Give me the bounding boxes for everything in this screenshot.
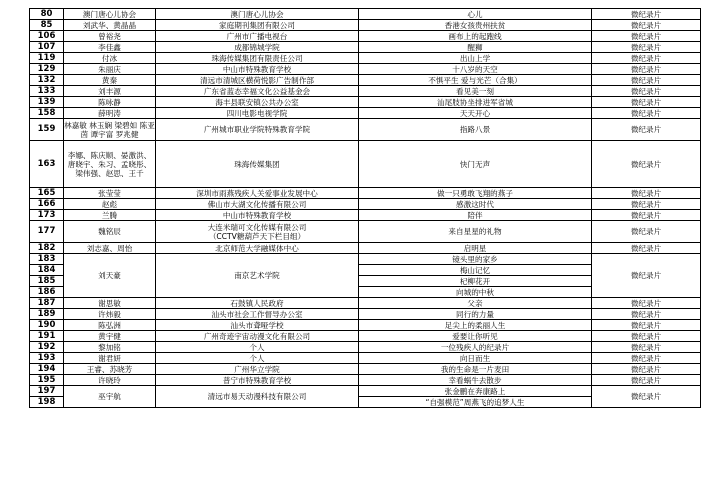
organization-cell: 澳门唐心儿协会 — [156, 9, 359, 20]
table-row — [30, 53, 701, 64]
entry-number: 129 — [30, 64, 64, 75]
work-title-cell: 不惧平生 爱与光芒（合集） — [359, 75, 592, 86]
table-row — [30, 320, 701, 331]
author-cell: 刘武华、黄晶晶 — [64, 20, 156, 31]
author-cell: 黎加铭 — [64, 342, 156, 353]
category-cell: 微纪录片 — [592, 9, 701, 20]
work-title-cell: 快门无声 — [359, 141, 592, 188]
entry-number: 192 — [30, 342, 64, 353]
work-title-cell: 天天开心 — [359, 108, 592, 119]
table-row — [30, 9, 701, 20]
entry-number: 194 — [30, 364, 64, 375]
category-cell: 微纪录片 — [592, 75, 701, 86]
category-cell: 微纪录片 — [592, 188, 701, 199]
author-cell: 澳门唐心儿协会 — [64, 9, 156, 20]
entry-number: 139 — [30, 97, 64, 108]
author-cell: 王睿、苏晓芳 — [64, 364, 156, 375]
author-cell: 林嘉敏 林玉娴 梁碧如 陈亚茵 谭宇富 罗兆健 — [64, 120, 155, 139]
work-title-cell: 画布上的起跑线 — [359, 31, 592, 42]
organization-cell: 清远市清城区横荷悦影广告制作部 — [156, 75, 359, 86]
work-title-cell: 醒狮 — [359, 42, 592, 53]
organization-cell: 成都锦城学院 — [156, 42, 359, 53]
work-title-cell: 做一只勇敢飞翔的燕子 — [359, 188, 592, 199]
table-row — [30, 254, 701, 265]
table-row — [30, 64, 701, 75]
work-title-cell: 来自星星的礼物 — [359, 221, 592, 243]
work-title-cell: 足尖上的柔丽人生 — [359, 320, 592, 331]
entry-number: 186 — [30, 287, 64, 298]
category-cell: 微纪录片 — [592, 331, 701, 342]
organization-cell: 广州华立学院 — [156, 364, 359, 375]
work-title-cell: 香港女孩贵州扶贫 — [359, 20, 592, 31]
table-row — [30, 364, 701, 375]
author-cell: 付冰 — [64, 53, 156, 64]
table-row — [30, 309, 701, 320]
entry-number: 173 — [30, 210, 64, 221]
category-cell: 微纪录片 — [592, 86, 701, 97]
table-row — [30, 97, 701, 108]
table-row — [30, 342, 701, 353]
table-row — [30, 20, 701, 31]
organization-cell: 个人 — [156, 342, 359, 353]
author-cell: 李娜、陈庆顺、晏激洪、唐晓宇、朱习、孟晓彤、梁伟强、赵思、王千 — [64, 141, 156, 188]
entry-number: 182 — [30, 243, 64, 254]
table-row — [30, 221, 701, 243]
entry-number: 183 — [30, 254, 64, 265]
entry-number: 195 — [30, 375, 64, 386]
entry-number: 133 — [30, 86, 64, 97]
category-cell: 微纪录片 — [592, 20, 701, 31]
organization-cell: 中山市特殊教育学校 — [156, 210, 359, 221]
organization-cell: 北京师范大学融媒体中心 — [156, 243, 359, 254]
work-title-cell: 指路八景 — [359, 119, 592, 141]
entry-number: 166 — [30, 199, 64, 210]
category-cell: 微纪录片 — [592, 254, 701, 298]
work-title-cell: 汕尾肢协坐排进军省城 — [359, 97, 592, 108]
table-row — [30, 353, 701, 364]
organization-cell: 南京艺术学院 — [156, 254, 359, 298]
category-cell: 微纪录片 — [592, 320, 701, 331]
organization-cell: 石鼓镇人民政府 — [156, 298, 359, 309]
table-row — [30, 331, 701, 342]
work-title-cell: 出山上学 — [359, 53, 592, 64]
author-cell: 兰腾 — [64, 210, 156, 221]
entry-number: 193 — [30, 353, 64, 364]
category-cell: 微纪录片 — [592, 97, 701, 108]
author-cell: 许炜毅 — [64, 309, 156, 320]
entry-number: 159 — [30, 119, 64, 141]
category-cell: 微纪录片 — [592, 210, 701, 221]
table-row — [30, 141, 701, 188]
entry-number: 158 — [30, 108, 64, 119]
work-title-cell: 梅山记忆 — [359, 265, 592, 276]
category-cell: 微纪录片 — [592, 309, 701, 320]
category-cell: 微纪录片 — [592, 221, 701, 243]
organization-cell: 海丰县联安镇公共办公室 — [156, 97, 359, 108]
organization-cell: 广州市广播电视台 — [156, 31, 359, 42]
table-row — [30, 386, 701, 397]
author-cell: 薛明涛 — [64, 108, 156, 119]
author-cell: 刘志嘉、周怡 — [64, 243, 156, 254]
work-title-cell: 一位残疾人的纪录片 — [359, 342, 592, 353]
category-cell: 微纪录片 — [592, 386, 701, 408]
entry-number: 191 — [30, 331, 64, 342]
category-cell: 微纪录片 — [592, 375, 701, 386]
organization-cell: 深圳市雨燕残疾人关爱事业发展中心 — [156, 188, 359, 199]
author-cell: 刘天豪 — [64, 254, 156, 298]
category-cell: 微纪录片 — [592, 64, 701, 75]
entry-number: 106 — [30, 31, 64, 42]
author-cell: 陈弘洲 — [64, 320, 156, 331]
category-cell: 微纪录片 — [592, 364, 701, 375]
entry-number: 165 — [30, 188, 64, 199]
works-table — [29, 8, 701, 408]
organization-cell: 广州奇迹宇宙动漫文化有限公司 — [156, 331, 359, 342]
entry-number: 189 — [30, 309, 64, 320]
author-cell: 黄秦 — [64, 75, 156, 86]
work-title-cell: 感激这时代 — [359, 199, 592, 210]
table-row — [30, 375, 701, 386]
work-title-cell: 向城的中秋 — [359, 287, 592, 298]
author-cell: 李佳鑫 — [64, 42, 156, 53]
organization-cell: 汕头市聋哑学校 — [156, 320, 359, 331]
author-cell: 魏铭辰 — [64, 221, 156, 243]
work-title-cell: 幸看蜗牛去散步 — [359, 375, 592, 386]
work-title-cell: 向日而生 — [359, 353, 592, 364]
organization-cell — [156, 221, 359, 243]
author-cell: 谢君妍 — [64, 353, 156, 364]
author-cell: 曾裕尧 — [64, 31, 156, 42]
work-title-cell: 启明星 — [359, 243, 592, 254]
category-cell: 微纪录片 — [592, 31, 701, 42]
table-row — [30, 108, 701, 119]
table-row — [30, 188, 701, 199]
author-cell: 刘丰源 — [64, 86, 156, 97]
work-title-cell: 同行的力量 — [359, 309, 592, 320]
organization-cell: 珠海传媒集团有限责任公司 — [156, 53, 359, 64]
entry-number: 198 — [30, 397, 64, 408]
author-cell: 巫宇航 — [64, 386, 156, 408]
entry-number: 187 — [30, 298, 64, 309]
organization-cell: 中山市特殊教育学校 — [156, 64, 359, 75]
table-row — [30, 75, 701, 86]
category-cell: 微纪录片 — [592, 53, 701, 64]
table-row — [30, 31, 701, 42]
work-title-cell: 我的生命是一片麦田 — [359, 364, 592, 375]
entry-number: 107 — [30, 42, 64, 53]
author-cell: 黄宇健 — [64, 331, 156, 342]
organization-cell: 四川电影电视学院 — [156, 108, 359, 119]
work-title-cell: 张金鹏在奔康路上 — [359, 386, 592, 397]
category-cell: 微纪录片 — [592, 243, 701, 254]
work-title-cell: 父亲 — [359, 298, 592, 309]
work-title-cell: 镜头里的家乡 — [359, 254, 592, 265]
author-cell: 赵彪 — [64, 199, 156, 210]
entry-number: 163 — [30, 141, 64, 188]
organization-cell: 佛山市大湖文化传播有限公司 — [156, 199, 359, 210]
entry-number: 184 — [30, 265, 64, 276]
organization-cell: 个人 — [156, 353, 359, 364]
category-cell: 微纪录片 — [592, 342, 701, 353]
work-title-cell: 十八岁的天空 — [359, 64, 592, 75]
author-cell: 谢思敏 — [64, 298, 156, 309]
category-cell: 微纪录片 — [592, 298, 701, 309]
entry-number: 177 — [30, 221, 64, 243]
table-row — [30, 298, 701, 309]
author-cell: 陈咏静 — [64, 97, 156, 108]
entry-number: 197 — [30, 386, 64, 397]
organization-line: （CCTV糖葫芦天下栏目组） — [208, 231, 306, 241]
work-title-cell: 心儿 — [359, 9, 592, 20]
work-title-cell: “自强模范”周燕飞的追梦人生 — [359, 397, 592, 408]
entry-number: 132 — [30, 75, 64, 86]
category-cell: 微纪录片 — [592, 353, 701, 364]
entry-number: 190 — [30, 320, 64, 331]
author-cell: 许晓玲 — [64, 375, 156, 386]
entry-number: 85 — [30, 20, 64, 31]
organization-line: 大连米瑞可文化传媒有限公司 — [207, 222, 307, 232]
author-cell: 朱丽庆 — [64, 64, 156, 75]
entry-number: 80 — [30, 9, 64, 20]
organization-cell: 清远市易天动漫科技有限公司 — [156, 386, 359, 408]
table-row — [30, 42, 701, 53]
table-row — [30, 119, 701, 141]
category-cell: 微纪录片 — [592, 141, 701, 188]
table-row — [30, 210, 701, 221]
author-cell: 张莹莹 — [64, 188, 156, 199]
work-title-cell: 爱要让你听见 — [359, 331, 592, 342]
table-row — [30, 199, 701, 210]
table-row — [30, 243, 701, 254]
entry-number: 185 — [30, 276, 64, 287]
organization-cell: 汕头市社会工作督导办公室 — [156, 309, 359, 320]
work-title-cell: 杞柳花开 — [359, 276, 592, 287]
table-row — [30, 86, 701, 97]
entry-number: 119 — [30, 53, 64, 64]
organization-cell: 广东省蓝态幸福文化公益基金会 — [156, 86, 359, 97]
work-title-cell: 陪伴 — [359, 210, 592, 221]
category-cell: 微纪录片 — [592, 199, 701, 210]
organization-cell: 珠海传媒集团 — [156, 141, 359, 188]
work-title-cell: 看见美一刻 — [359, 86, 592, 97]
organization-cell: 家庭期刊集团有限公司 — [156, 20, 359, 31]
category-cell: 微纪录片 — [592, 108, 701, 119]
category-cell: 微纪录片 — [592, 119, 701, 141]
category-cell: 微纪录片 — [592, 42, 701, 53]
organization-cell: 普宁市特殊教育学校 — [156, 375, 359, 386]
organization-cell: 广州城市职业学院特殊教育学院 — [156, 119, 359, 141]
